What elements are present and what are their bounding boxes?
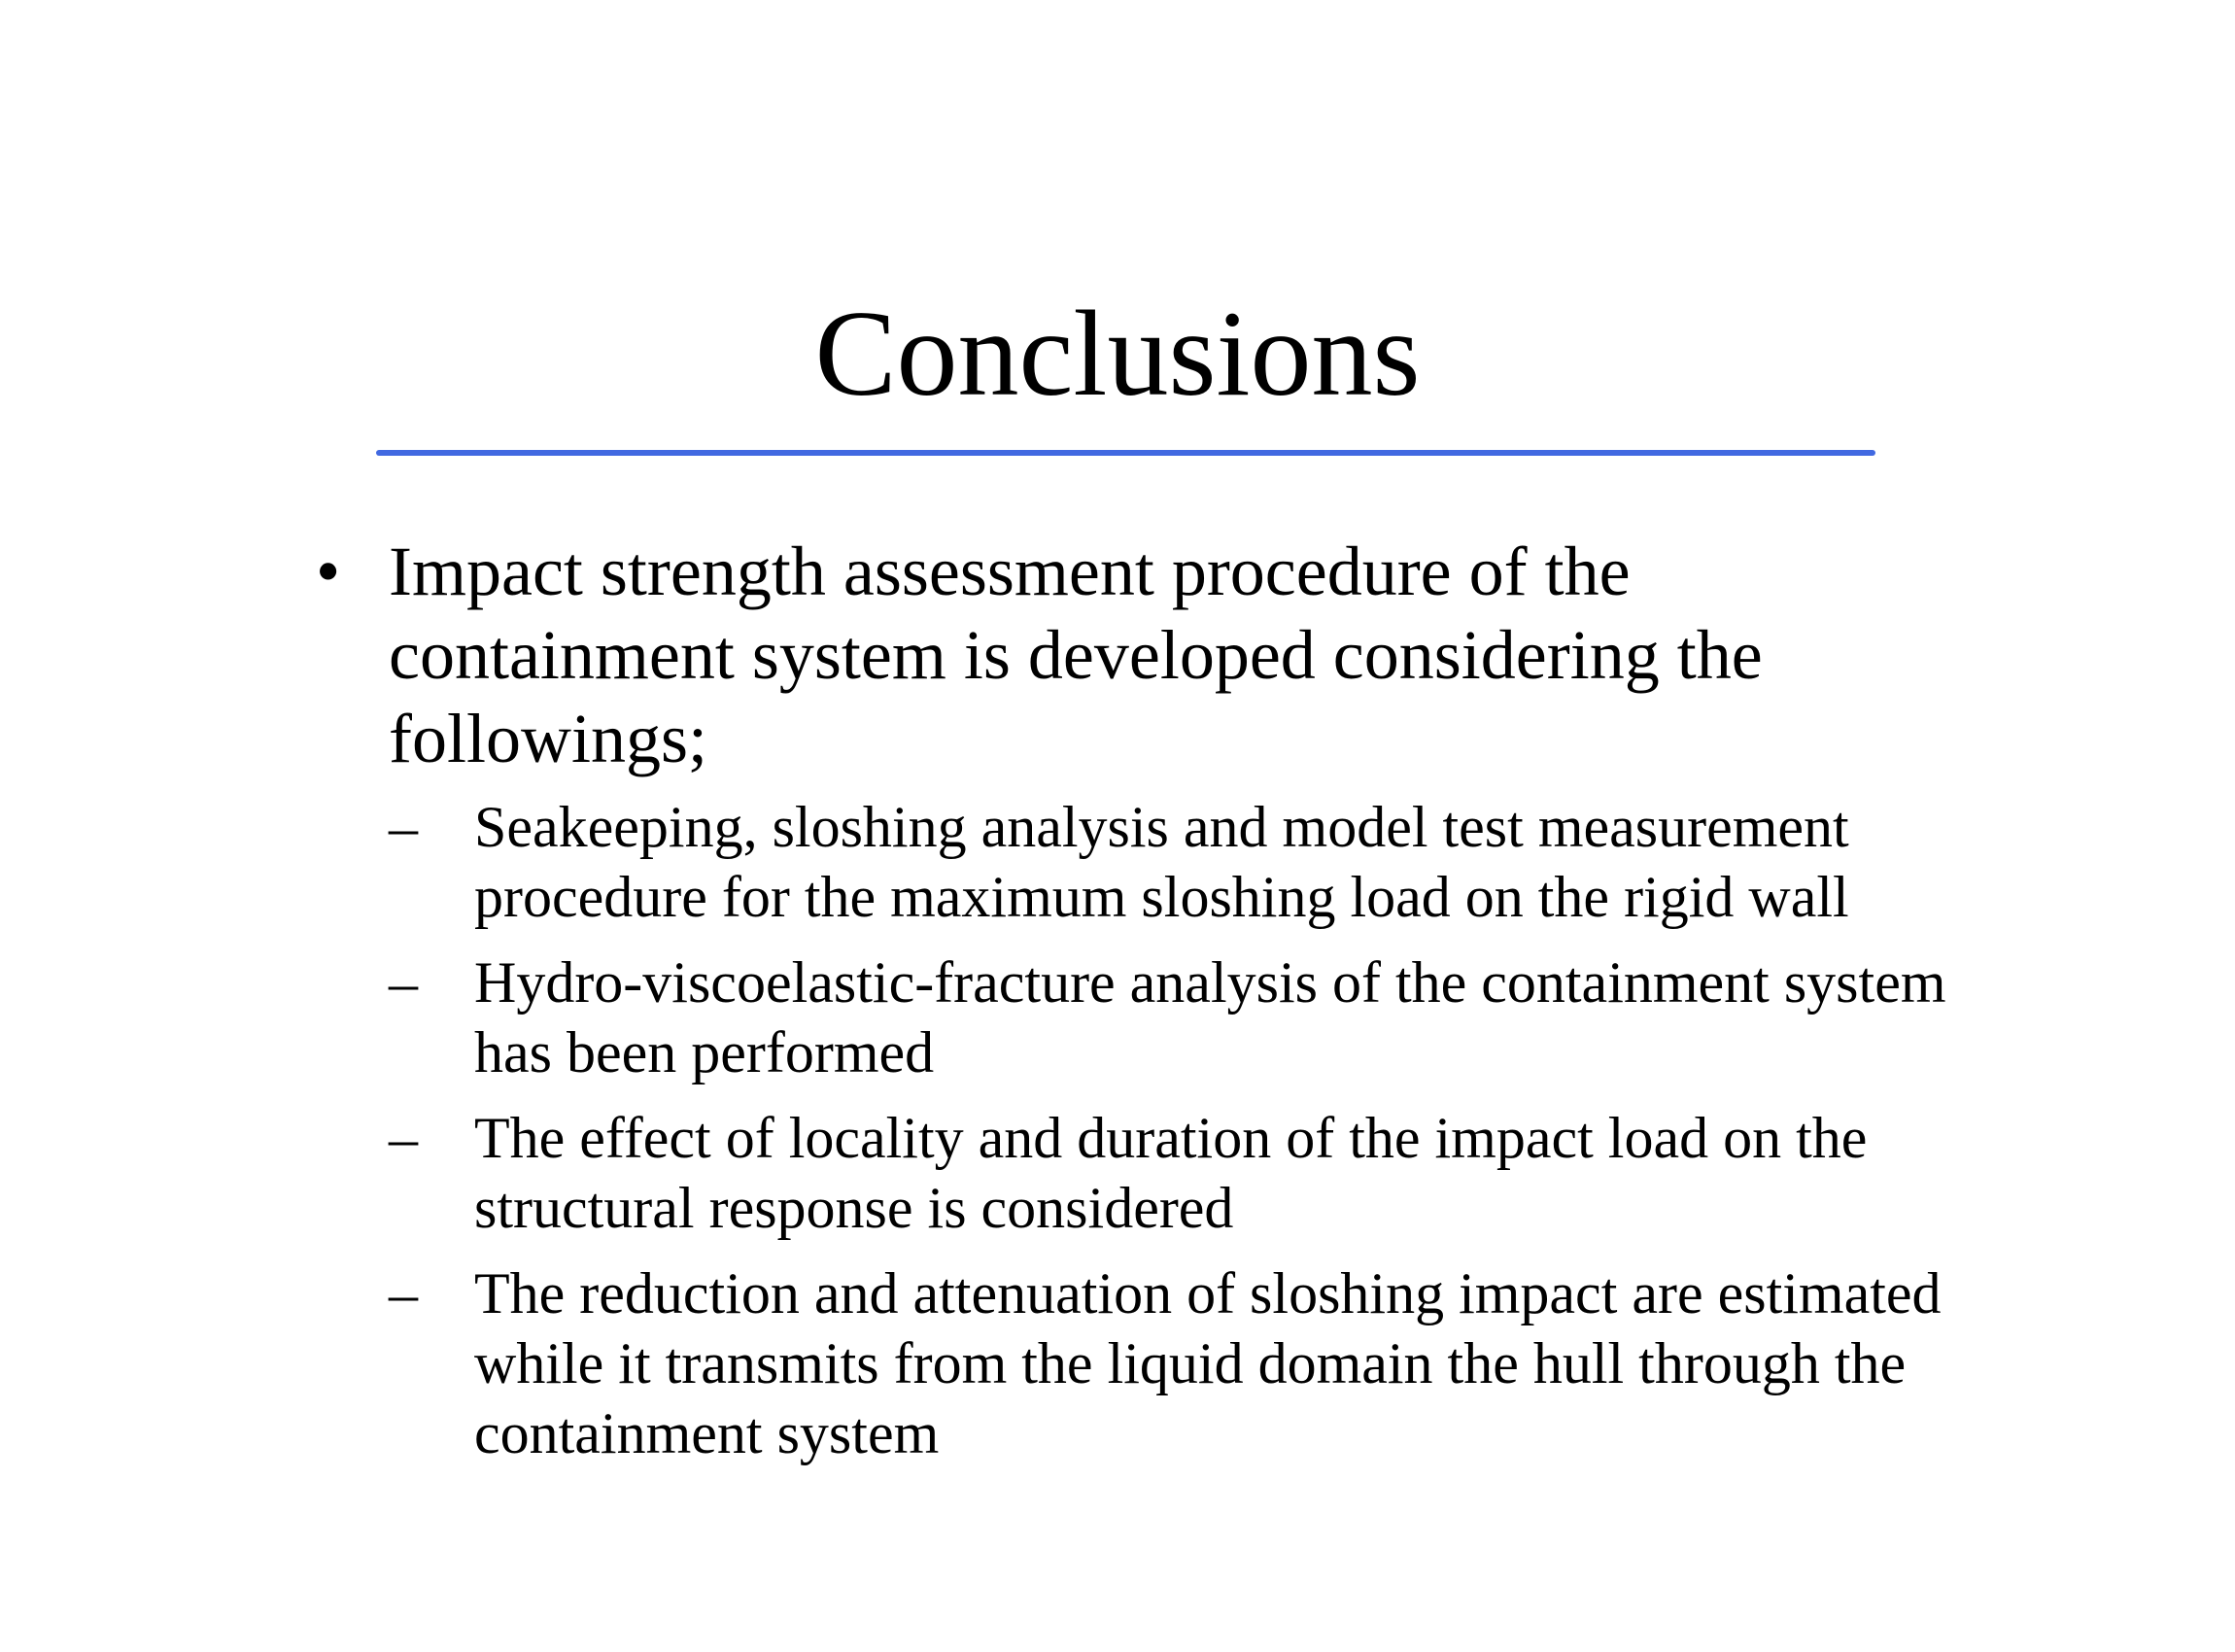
sub-bullet-text: The effect of locality and duration of the impact load on the structural response is considered bbox=[474, 1106, 1868, 1240]
sub-bullet-text: Hydro-viscoelastic-fracture analysis of the containment system has been performed bbox=[474, 950, 1946, 1084]
bullet-text: Impact strength assessment procedure of the containment system is developed considering the followings; bbox=[389, 533, 1763, 777]
slide-title: Conclusions bbox=[814, 287, 1421, 422]
dash-marker: – bbox=[389, 1106, 418, 1170]
bullet-item bbox=[301, 530, 1953, 780]
sub-bullet-list bbox=[301, 792, 1953, 1468]
dash-marker: – bbox=[389, 795, 418, 859]
sub-bullet-item bbox=[389, 792, 1953, 932]
bullet-list bbox=[301, 530, 1953, 1484]
title-underline bbox=[376, 450, 1875, 456]
dash-marker: – bbox=[389, 950, 418, 1015]
sub-bullet-item bbox=[389, 947, 1953, 1087]
bullet-marker: • bbox=[316, 533, 341, 610]
sub-bullet-text: The reduction and attenuation of sloshing impact are estimated while it transmits from the liquid domain the hull through the containment system bbox=[474, 1261, 1942, 1465]
sub-bullet-text: Seakeeping, sloshing analysis and model test measurement procedure for the maximum sloshing load on the rigid wall bbox=[474, 795, 1849, 929]
sub-bullet-item bbox=[389, 1103, 1953, 1243]
sub-bullet-item bbox=[389, 1258, 1953, 1468]
dash-marker: – bbox=[389, 1261, 418, 1325]
